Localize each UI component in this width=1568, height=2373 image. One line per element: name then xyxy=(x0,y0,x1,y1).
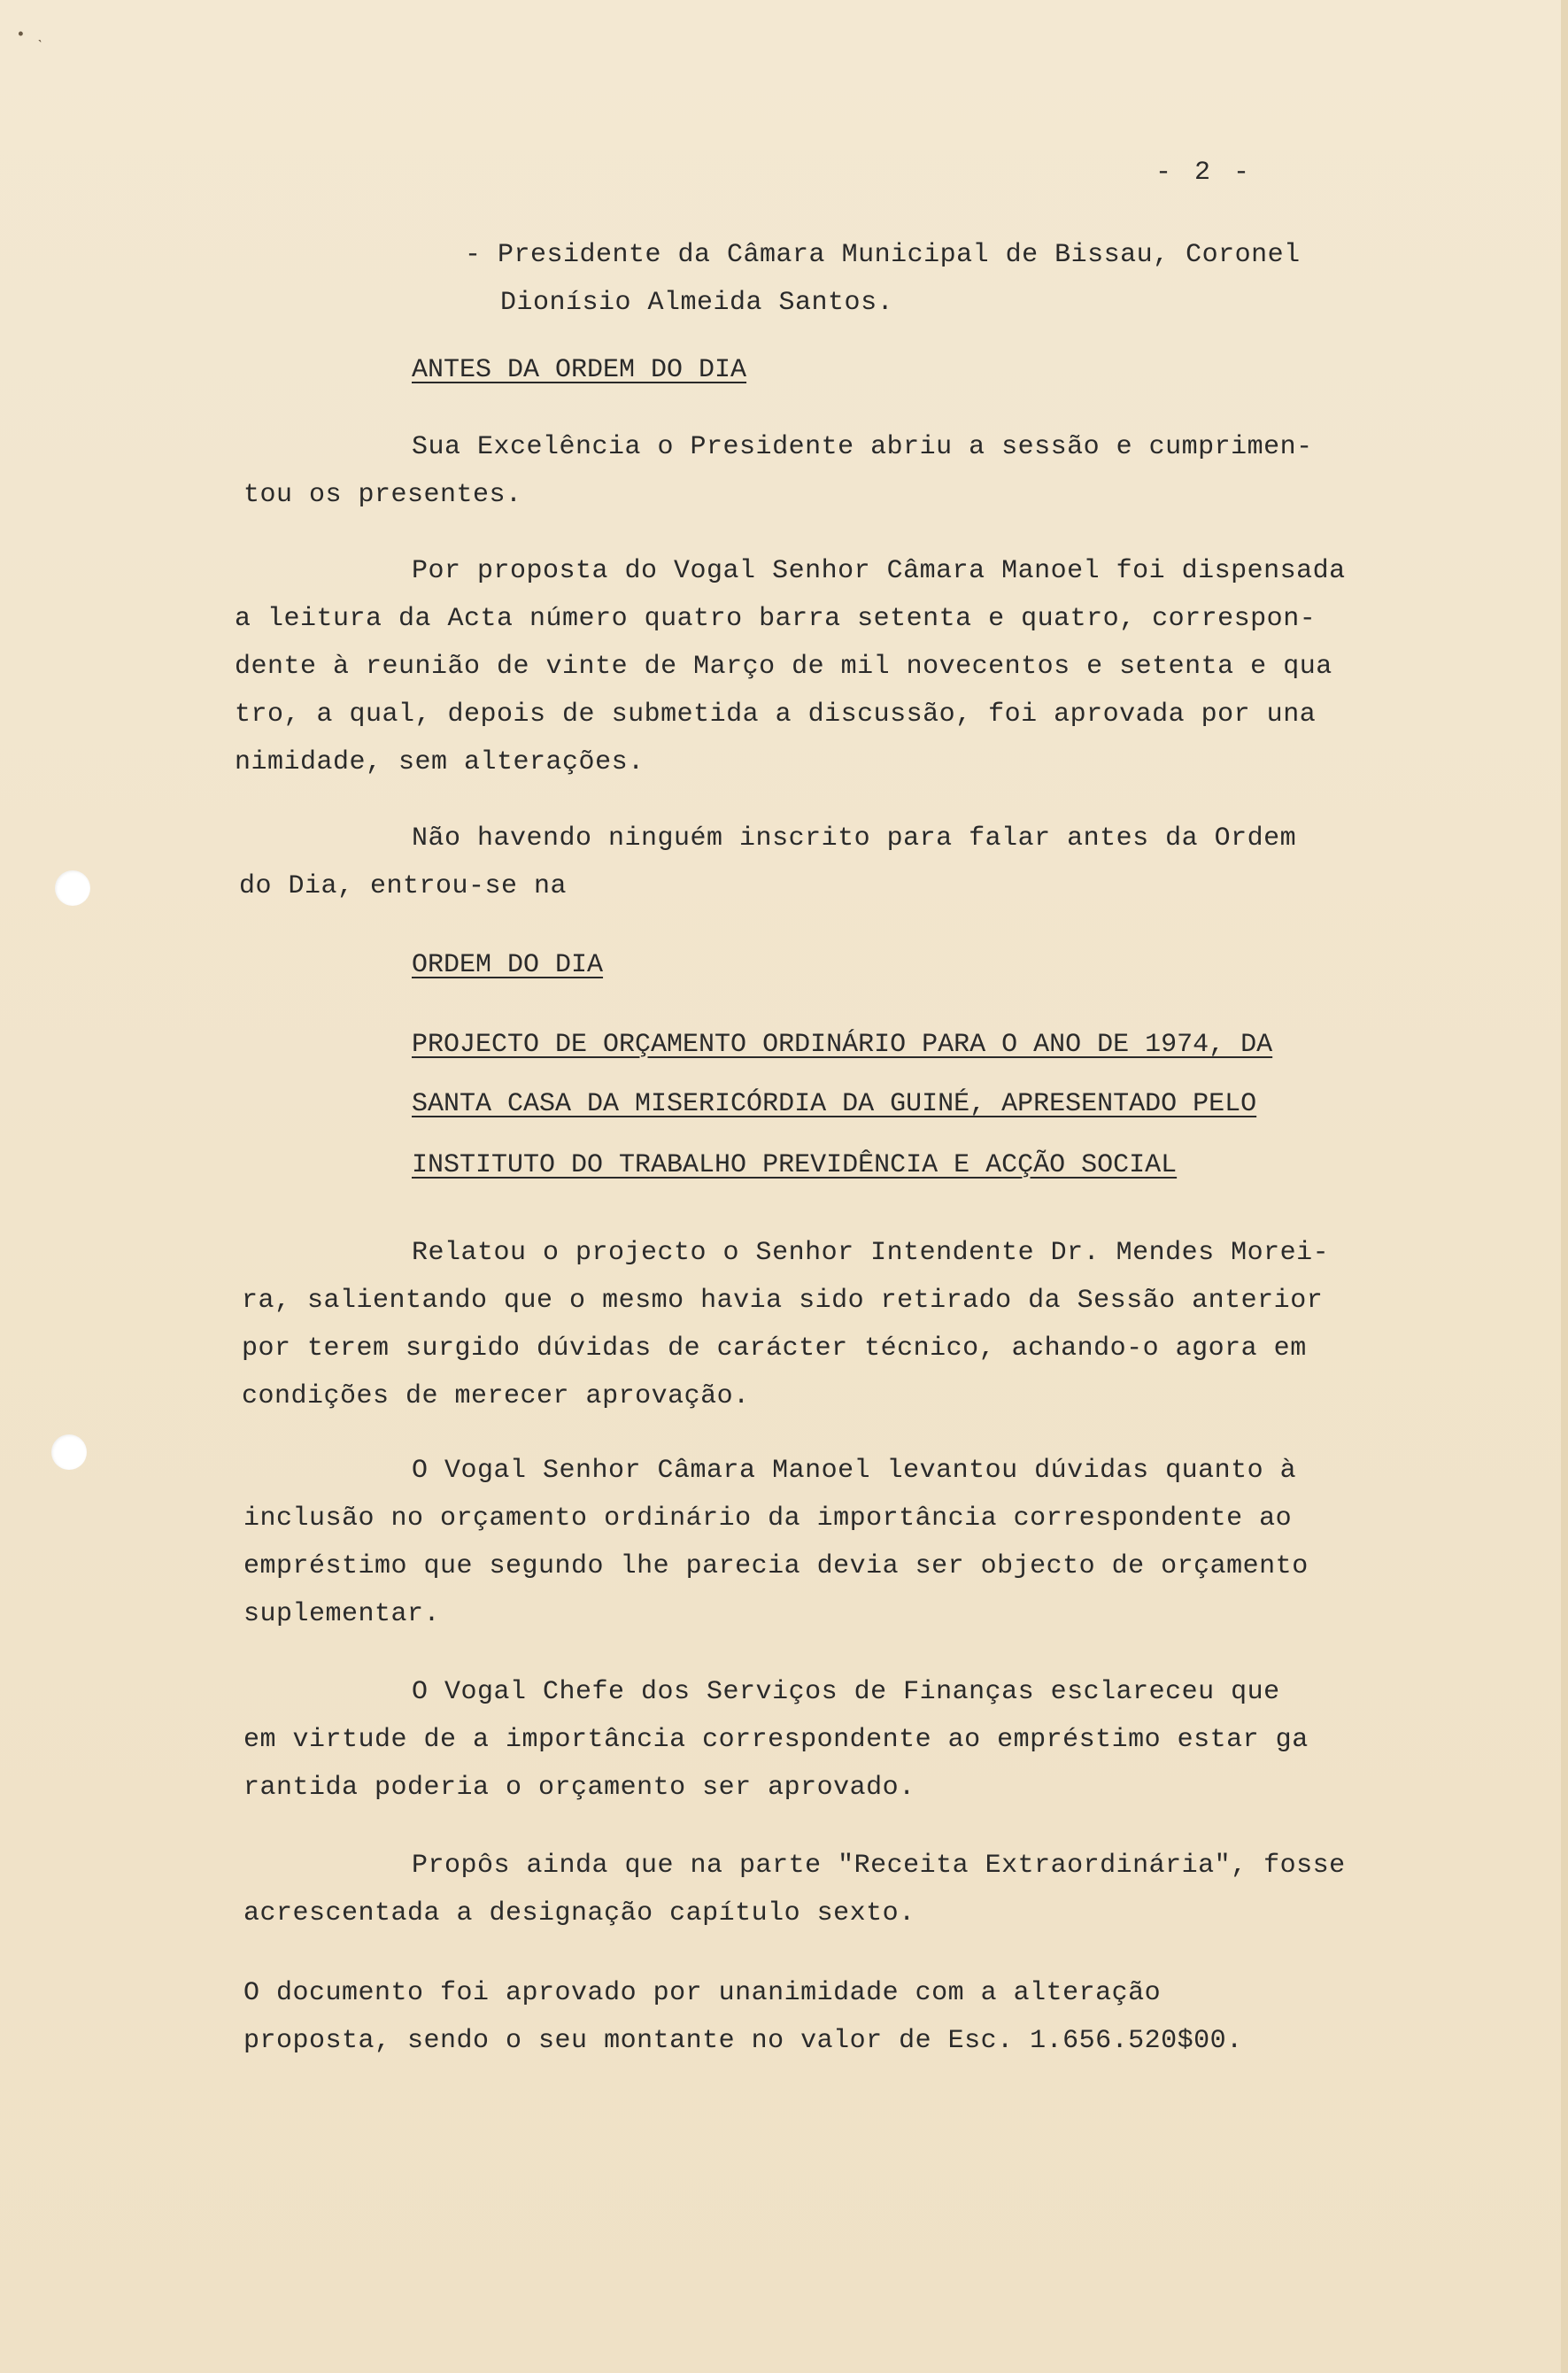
paragraph-line: do Dia, entrou-se na xyxy=(239,871,568,901)
paragraph-line: a leitura da Acta número quatro barra setenta e quatro, correspon- xyxy=(235,604,1317,634)
project-title-line: INSTITUTO DO TRABALHO PREVIDÊNCIA E ACÇÃO SOCIAL xyxy=(412,1150,1178,1180)
paragraph-line: tro, a qual, depois de submetida a discussão, foi aprovada por una xyxy=(235,700,1317,730)
paragraph-5 xyxy=(243,1447,1309,1638)
project-title-line: SANTA CASA DA MISERICÓRDIA DA GUINÉ, APRESENTADO PELO xyxy=(412,1089,1257,1119)
attendee-entry xyxy=(465,231,1301,327)
paragraph-line: Não havendo ninguém inscrito para falar antes da Ordem xyxy=(412,823,1297,854)
punch-hole-bottom xyxy=(51,1434,87,1470)
attendee-line: - Presidente da Câmara Municipal de Bissau, Coronel xyxy=(465,240,1301,270)
paper-edge xyxy=(1561,0,1568,2373)
paragraph-line: Por proposta do Vogal Senhor Câmara Manoel foi dispensada xyxy=(412,556,1346,586)
paragraph-line: condições de merecer aprovação. xyxy=(242,1381,750,1411)
paragraph-line: inclusão no orçamento ordinário da importância correspondente ao xyxy=(243,1503,1293,1534)
paragraph-line: proposta, sendo o seu montante no valor de Esc. 1.656.520$00. xyxy=(243,2026,1243,2056)
section-heading-antes: ANTES DA ORDEM DO DIA xyxy=(412,355,747,385)
paragraph-line: acrescentada a designação capítulo sexto. xyxy=(243,1898,915,1929)
section-heading-ordem: ORDEM DO DIA xyxy=(412,950,604,980)
paragraph-line: dente à reunião de vinte de Março de mil novecentos e setenta e qua xyxy=(235,652,1332,682)
paragraph-line: tou os presentes. xyxy=(243,480,522,510)
paragraph-line: Sua Excelência o Presidente abriu a sessão e cumprimen- xyxy=(412,432,1313,462)
paragraph-7 xyxy=(243,1842,1346,1937)
page-number: - 2 - xyxy=(1155,158,1254,188)
paragraph-4 xyxy=(242,1229,1329,1420)
project-title-line: PROJECTO DE ORÇAMENTO ORDINÁRIO PARA O ANO DE 1974, DA xyxy=(412,1030,1273,1060)
paragraph-line: suplementar. xyxy=(243,1599,441,1629)
paragraph-line: empréstimo que segundo lhe parecia devia ser objecto de orçamento xyxy=(243,1551,1309,1581)
paragraph-line: O Vogal Chefe dos Serviços de Finanças esclareceu que xyxy=(412,1677,1280,1707)
attendee-line: Dionísio Almeida Santos. xyxy=(500,288,894,318)
paragraph-2 xyxy=(235,547,1346,786)
corner-mark: • ˎ xyxy=(16,27,45,44)
paragraph-3 xyxy=(239,815,1296,910)
paragraph-8 xyxy=(243,1969,1243,2065)
paragraph-line: Propôs ainda que na parte "Receita Extraordinária", fosse xyxy=(412,1851,1346,1881)
paragraph-line: em virtude de a importância correspondente ao empréstimo estar ga xyxy=(243,1725,1309,1755)
paragraph-6 xyxy=(243,1668,1309,1812)
paragraph-line: rantida poderia o orçamento ser aprovado. xyxy=(243,1773,915,1803)
paragraph-line: nimidade, sem alterações. xyxy=(235,747,645,777)
paragraph-line: O Vogal Senhor Câmara Manoel levantou dúvidas quanto à xyxy=(412,1456,1297,1486)
punch-hole-top xyxy=(55,870,90,906)
paragraph-line: ra, salientando que o mesmo havia sido retirado da Sessão anterior xyxy=(242,1286,1324,1316)
paragraph-1 xyxy=(243,423,1313,519)
paragraph-line: O documento foi aprovado por unanimidade com a alteração xyxy=(243,1978,1162,2008)
paragraph-line: Relatou o projecto o Senhor Intendente Dr. Mendes Morei- xyxy=(412,1238,1330,1268)
paragraph-line: por terem surgido dúvidas de carácter técnico, achando-o agora em xyxy=(242,1333,1307,1364)
